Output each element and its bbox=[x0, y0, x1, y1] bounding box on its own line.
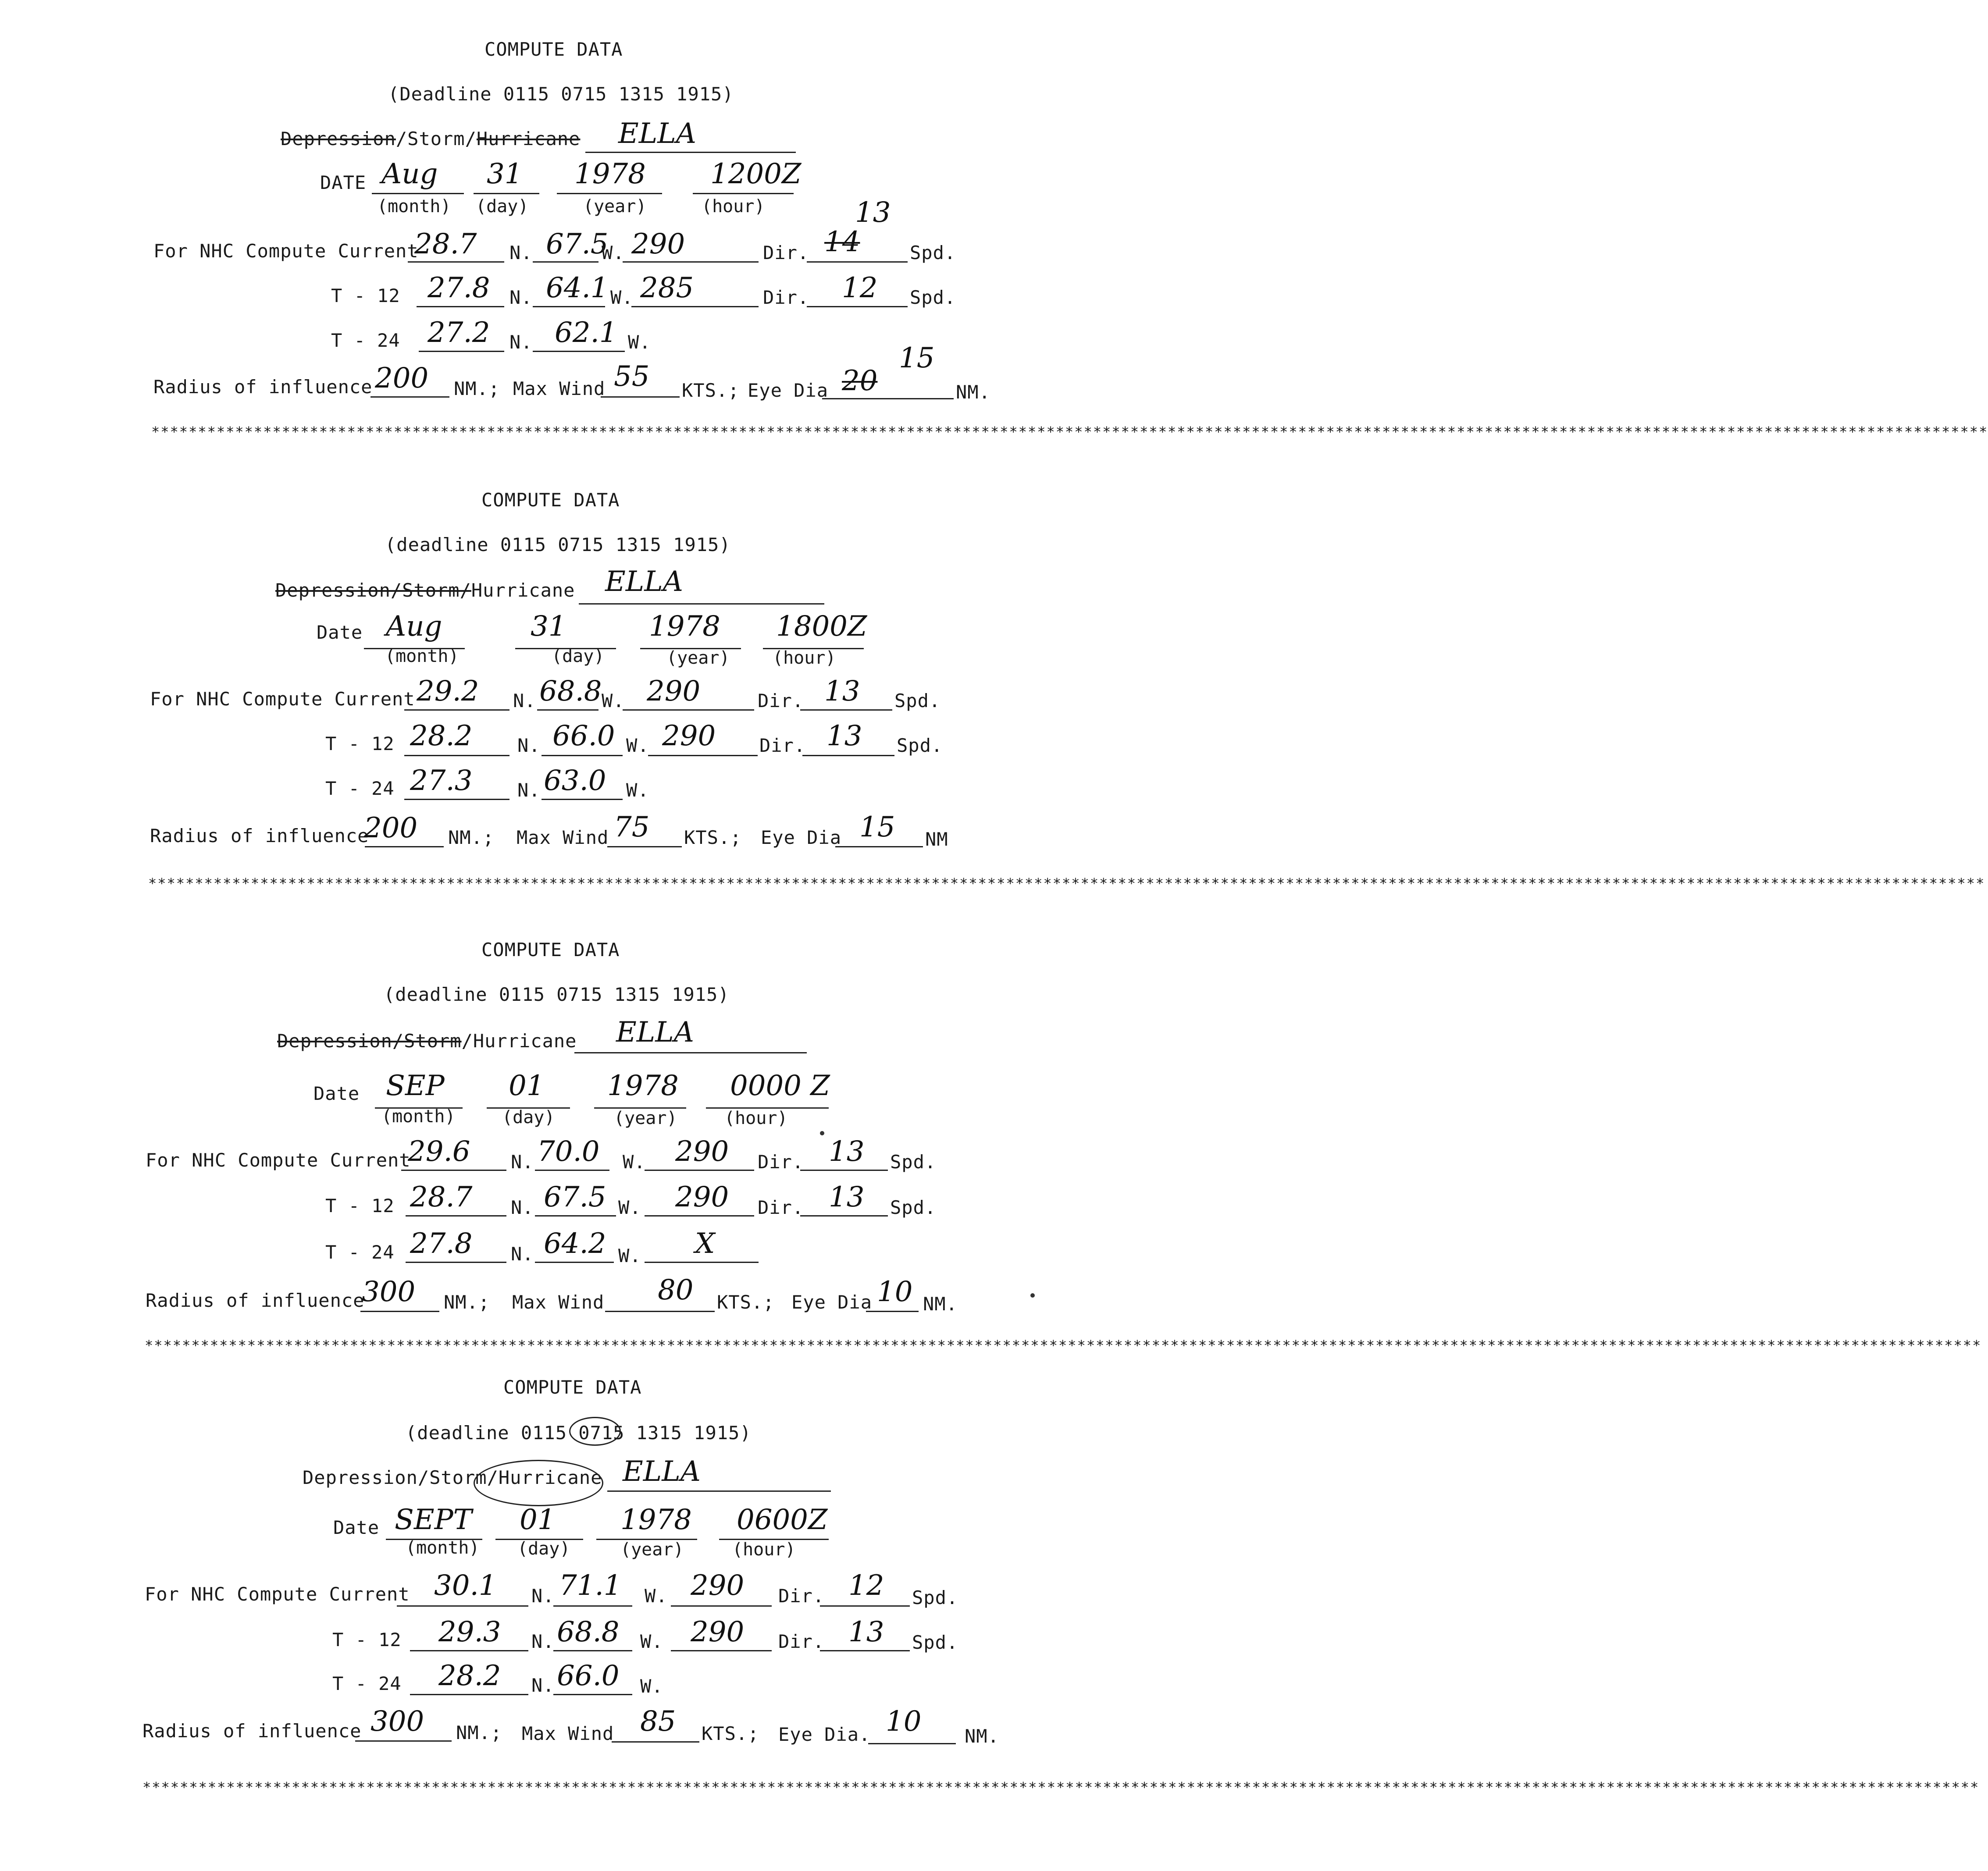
current-dir[interactable]: 290 bbox=[631, 228, 685, 260]
cur-lon-line bbox=[537, 709, 599, 711]
t12-dir[interactable]: 290 bbox=[662, 720, 716, 752]
max-wind-label: Max Wind bbox=[513, 378, 606, 399]
deadline-line: (deadline 0115 0715 1315 1915) bbox=[406, 1422, 752, 1444]
t12-lat[interactable]: 28.7 bbox=[410, 1181, 473, 1213]
hour-line bbox=[693, 193, 794, 194]
n-label: N. bbox=[509, 287, 533, 308]
separator: ***************************************************************************************************************************************************************************************************** bbox=[143, 1779, 1980, 1796]
max-wind-label: Max Wind bbox=[512, 1291, 605, 1313]
t24-lat[interactable]: 27.8 bbox=[410, 1227, 473, 1260]
day-caption: (day) bbox=[502, 1107, 555, 1128]
nm-label: NM.; bbox=[456, 1722, 502, 1743]
eye-value[interactable]: 15 bbox=[899, 342, 935, 374]
year-value[interactable]: 1978 bbox=[574, 158, 646, 190]
eye-dia-label: Eye Dia bbox=[791, 1291, 873, 1313]
t24-dir-line bbox=[645, 1262, 759, 1263]
n-label: N. bbox=[511, 1243, 534, 1265]
w-label: W. bbox=[645, 1585, 668, 1607]
w-label: W. bbox=[610, 287, 634, 308]
w-label: W. bbox=[640, 1631, 663, 1652]
t12-lat-line bbox=[410, 1650, 528, 1651]
storm-name[interactable]: ELLA bbox=[623, 1455, 701, 1488]
radius-value[interactable]: 200 bbox=[364, 812, 418, 844]
day-value[interactable]: 01 bbox=[520, 1504, 556, 1536]
t12-lon[interactable]: 66.0 bbox=[552, 720, 615, 752]
nm-label: NM. bbox=[923, 1293, 958, 1315]
form-title: COMPUTE DATA bbox=[485, 39, 623, 60]
current-label: For NHC Compute Current bbox=[146, 1149, 411, 1171]
storm-name-line bbox=[585, 152, 796, 153]
max-wind-value[interactable]: 55 bbox=[614, 360, 650, 393]
radius-label: Radius of influence bbox=[153, 376, 373, 398]
t12-dir[interactable]: 290 bbox=[675, 1181, 729, 1213]
hour-caption: (hour) bbox=[724, 1108, 788, 1128]
cur-spd-line bbox=[807, 261, 908, 263]
storm-name-line bbox=[579, 603, 824, 605]
eye-line bbox=[866, 1311, 919, 1312]
max-wind-line bbox=[601, 396, 680, 398]
deadline-line: (deadline 0115 0715 1315 1915) bbox=[385, 534, 731, 555]
current-label: For NHC Compute Current bbox=[145, 1583, 410, 1605]
hour-caption: (hour) bbox=[702, 196, 765, 217]
spd-label: Spd. bbox=[912, 1587, 958, 1608]
t12-dir[interactable]: 285 bbox=[640, 272, 694, 304]
t12-lon-line bbox=[542, 755, 623, 756]
nm-label: NM bbox=[925, 829, 948, 850]
month-caption: (month) bbox=[381, 1106, 456, 1127]
w-label: W. bbox=[602, 242, 625, 263]
current-dir[interactable]: 290 bbox=[647, 675, 701, 708]
t24-lon-line bbox=[533, 351, 625, 352]
separator: ***************************************************************************************************************************************************************************************************** bbox=[151, 423, 1988, 440]
cur-lon-line bbox=[553, 1605, 632, 1607]
hour-value[interactable]: 0000 Z bbox=[730, 1070, 830, 1102]
cur-lat-line bbox=[408, 261, 504, 263]
radius-line bbox=[355, 1740, 452, 1742]
eye-line bbox=[822, 398, 954, 399]
day-line bbox=[474, 193, 539, 194]
spd-label: Spd. bbox=[894, 690, 941, 711]
dir-label: Dir. bbox=[778, 1585, 825, 1607]
hour-caption: (hour) bbox=[732, 1540, 796, 1560]
t12-speed[interactable]: 13 bbox=[848, 1616, 884, 1648]
current-lon[interactable]: 70.0 bbox=[537, 1135, 600, 1168]
form-title: COMPUTE DATA bbox=[503, 1377, 642, 1398]
t12-label: T - 12 bbox=[332, 1629, 402, 1650]
date-label: Date bbox=[317, 622, 363, 643]
t24-label: T - 24 bbox=[325, 1241, 395, 1263]
n-label: N. bbox=[509, 242, 533, 263]
t12-spd-line bbox=[820, 1650, 910, 1651]
dir-label: Dir. bbox=[778, 1631, 825, 1652]
kts-label: KTS.; bbox=[684, 827, 742, 848]
storm-name[interactable]: ELLA bbox=[618, 117, 696, 150]
t24-lat-line bbox=[410, 1694, 528, 1695]
w-label: W. bbox=[623, 1151, 646, 1173]
eye-crossed: 20 bbox=[842, 365, 878, 397]
current-dir[interactable]: 290 bbox=[675, 1135, 729, 1168]
t12-lon[interactable]: 67.5 bbox=[544, 1181, 606, 1213]
t24-lon[interactable]: 64.2 bbox=[544, 1227, 606, 1260]
t24-lat-line bbox=[404, 799, 509, 800]
t12-spd-line bbox=[802, 755, 894, 756]
hour-value[interactable]: 1200Z bbox=[710, 158, 802, 190]
t12-dir[interactable]: 290 bbox=[691, 1616, 745, 1648]
t12-lat[interactable]: 28.2 bbox=[410, 720, 473, 752]
radius-label: Radius of influence bbox=[150, 825, 369, 847]
radius-line bbox=[371, 396, 449, 398]
date-label: Date bbox=[314, 1083, 360, 1104]
separator: ***************************************************************************************************************************************************************************************************** bbox=[148, 875, 1985, 892]
storm-name-line bbox=[607, 1490, 831, 1492]
current-lat[interactable]: 30.1 bbox=[434, 1569, 497, 1602]
t12-dir-line bbox=[631, 306, 759, 307]
current-lon[interactable]: 71.1 bbox=[559, 1569, 622, 1602]
n-label: N. bbox=[511, 1151, 534, 1173]
current-speed-crossed: 14 bbox=[824, 226, 860, 258]
t12-speed[interactable]: 13 bbox=[827, 720, 862, 752]
nm-label: NM. bbox=[956, 381, 990, 403]
cur-lon-line bbox=[533, 261, 599, 263]
month-value[interactable]: SEPT bbox=[395, 1504, 472, 1536]
year-value[interactable]: 1978 bbox=[607, 1070, 679, 1102]
radius-line bbox=[365, 846, 444, 847]
t24-label: T - 24 bbox=[331, 330, 400, 351]
month-value[interactable]: Aug bbox=[386, 610, 442, 643]
max-wind-label: Max Wind bbox=[522, 1723, 614, 1744]
scan-speck bbox=[820, 1131, 824, 1135]
t24-lat[interactable]: 27.3 bbox=[410, 765, 473, 797]
nm-label: NM.; bbox=[444, 1291, 490, 1313]
nm-label: NM. bbox=[965, 1725, 999, 1747]
t24-lat[interactable]: 28.2 bbox=[438, 1660, 501, 1692]
max-wind-line bbox=[607, 846, 682, 847]
current-lat[interactable]: 29.6 bbox=[408, 1135, 470, 1168]
t12-dir-line bbox=[648, 755, 758, 756]
t24-lon[interactable]: 63.0 bbox=[544, 765, 606, 797]
current-lat[interactable]: 28.7 bbox=[414, 228, 477, 260]
cur-spd-line bbox=[800, 1170, 888, 1171]
t12-spd-line bbox=[800, 1215, 888, 1217]
month-caption: (month) bbox=[385, 646, 459, 666]
eye-dia-label: Eye Dia. bbox=[778, 1724, 871, 1745]
t12-dir-line bbox=[645, 1215, 754, 1217]
eye-value[interactable]: 10 bbox=[877, 1276, 913, 1308]
t24-lon-line bbox=[553, 1694, 632, 1695]
hurricane-circle bbox=[474, 1460, 603, 1506]
t12-label: T - 12 bbox=[325, 733, 395, 754]
n-label: N. bbox=[517, 779, 541, 801]
n-label: N. bbox=[513, 690, 536, 711]
max-wind-value[interactable]: 85 bbox=[640, 1705, 676, 1738]
month-line bbox=[372, 193, 464, 194]
year-caption: (year) bbox=[666, 648, 730, 668]
spd-label: Spd. bbox=[912, 1632, 958, 1653]
t24-lat[interactable]: 27.2 bbox=[428, 317, 490, 349]
dir-label: Dir. bbox=[758, 690, 804, 711]
deadline-circle bbox=[569, 1417, 621, 1446]
radius-value[interactable]: 300 bbox=[371, 1705, 424, 1738]
current-speed[interactable]: 12 bbox=[848, 1569, 884, 1602]
cur-spd-line bbox=[820, 1605, 910, 1607]
n-label: N. bbox=[511, 1197, 534, 1218]
cur-dir-line bbox=[623, 261, 759, 263]
t12-lon[interactable]: 68.8 bbox=[557, 1616, 620, 1648]
eye-line bbox=[835, 846, 923, 847]
year-caption: (year) bbox=[614, 1108, 677, 1128]
dir-label: Dir. bbox=[763, 242, 809, 263]
spd-label: Spd. bbox=[897, 735, 943, 756]
date-label: DATE bbox=[320, 172, 367, 193]
storm-type-label: Depression/Storm/Hurricane bbox=[275, 580, 575, 601]
spd-label: Spd. bbox=[890, 1151, 937, 1173]
t24-lat-line bbox=[419, 351, 504, 352]
cur-spd-line bbox=[800, 709, 892, 711]
day-caption: (day) bbox=[517, 1539, 570, 1559]
year-caption: (year) bbox=[583, 196, 647, 217]
max-wind-value[interactable]: 80 bbox=[658, 1274, 694, 1306]
date-label: Date bbox=[333, 1517, 380, 1538]
deadline-line: (deadline 0115 0715 1315 1915) bbox=[384, 984, 730, 1005]
n-label: N. bbox=[531, 1585, 555, 1607]
t12-lat-line bbox=[404, 755, 509, 756]
t12-speed[interactable]: 12 bbox=[842, 272, 878, 304]
cur-lon-line bbox=[535, 1170, 609, 1171]
nm-label: NM.; bbox=[454, 378, 500, 399]
month-caption: (month) bbox=[377, 196, 451, 217]
max-wind-line bbox=[612, 1741, 699, 1743]
t12-spd-line bbox=[807, 306, 908, 307]
t12-lon-line bbox=[533, 306, 605, 307]
current-lat[interactable]: 29.2 bbox=[417, 675, 479, 708]
spd-label: Spd. bbox=[910, 287, 956, 308]
w-label: W. bbox=[618, 1245, 641, 1266]
storm-type-label: Depression/Storm/Hurricane bbox=[277, 1030, 577, 1052]
storm-name-line bbox=[574, 1052, 807, 1053]
radius-value[interactable]: 200 bbox=[375, 362, 429, 395]
storm-type-label: Depression/Storm/Hurricane bbox=[303, 1467, 602, 1488]
dir-label: Dir. bbox=[758, 1151, 804, 1173]
month-value[interactable]: Aug bbox=[381, 158, 438, 190]
cur-dir-line bbox=[645, 1170, 754, 1171]
t12-lon-line bbox=[553, 1650, 632, 1651]
kts-label: KTS.; bbox=[702, 1723, 759, 1744]
year-value[interactable]: 1978 bbox=[620, 1504, 692, 1536]
cur-dir-line bbox=[671, 1605, 772, 1607]
hour-value[interactable]: 1800Z bbox=[776, 610, 867, 643]
form-title: COMPUTE DATA bbox=[481, 489, 620, 511]
year-line bbox=[557, 193, 662, 194]
w-label: W. bbox=[626, 779, 649, 801]
dir-label: Dir. bbox=[759, 735, 806, 756]
current-label: For NHC Compute Current bbox=[153, 240, 419, 262]
eye-line bbox=[868, 1743, 956, 1744]
t12-dir-line bbox=[671, 1650, 772, 1651]
current-speed-value[interactable]: 13 bbox=[855, 196, 891, 229]
eye-value[interactable]: 10 bbox=[886, 1705, 922, 1738]
year-caption: (year) bbox=[620, 1540, 684, 1560]
radius-label: Radius of influence bbox=[146, 1290, 365, 1311]
form-title: COMPUTE DATA bbox=[481, 939, 620, 960]
nm-label: NM.; bbox=[448, 827, 495, 848]
hour-value[interactable]: 0600Z bbox=[737, 1504, 828, 1536]
max-wind-value[interactable]: 75 bbox=[614, 811, 650, 843]
current-speed[interactable]: 13 bbox=[824, 675, 860, 708]
t24-lon[interactable]: 66.0 bbox=[557, 1660, 620, 1692]
w-label: W. bbox=[602, 690, 625, 711]
t24-lon-line bbox=[542, 799, 623, 800]
year-value[interactable]: 1978 bbox=[649, 610, 720, 643]
current-lon[interactable]: 68.8 bbox=[539, 675, 602, 708]
hour-caption: (hour) bbox=[773, 648, 836, 668]
storm-type-label: Depression/Storm/Hurricane bbox=[281, 128, 581, 149]
current-dir[interactable]: 290 bbox=[691, 1569, 745, 1602]
current-label: For NHC Compute Current bbox=[150, 688, 415, 710]
radius-value[interactable]: 300 bbox=[362, 1276, 416, 1308]
eye-dia-label: Eye Dia bbox=[748, 380, 829, 401]
n-label: N. bbox=[509, 331, 533, 353]
scan-speck bbox=[1030, 1293, 1035, 1298]
current-lon[interactable]: 67.5 bbox=[546, 228, 609, 260]
t24-lat-line bbox=[406, 1262, 506, 1263]
max-wind-line bbox=[605, 1311, 715, 1312]
cur-lat-line bbox=[401, 1170, 506, 1171]
day-value[interactable]: 31 bbox=[487, 158, 523, 190]
separator: ***************************************************************************************************************************************************************************************************** bbox=[145, 1337, 1982, 1354]
t12-label: T - 12 bbox=[325, 1195, 395, 1217]
kts-label: KTS.; bbox=[682, 380, 740, 401]
t24-mark: X bbox=[695, 1227, 715, 1260]
t12-lon[interactable]: 64.1 bbox=[546, 272, 609, 304]
t12-lat[interactable]: 29.3 bbox=[438, 1616, 501, 1648]
t24-label: T - 24 bbox=[325, 778, 395, 799]
dir-label: Dir. bbox=[758, 1197, 804, 1218]
t24-lon[interactable]: 62.1 bbox=[555, 317, 617, 349]
w-label: W. bbox=[628, 331, 651, 353]
t24-label: T - 24 bbox=[332, 1673, 402, 1694]
n-label: N. bbox=[517, 735, 541, 756]
t24-lon-line bbox=[535, 1262, 614, 1263]
t12-lat[interactable]: 27.8 bbox=[428, 272, 490, 304]
w-label: W. bbox=[626, 735, 649, 756]
t12-speed[interactable]: 13 bbox=[829, 1181, 865, 1213]
eye-value[interactable]: 15 bbox=[859, 811, 895, 843]
day-caption: (day) bbox=[552, 646, 605, 666]
w-label: W. bbox=[618, 1197, 641, 1218]
t12-lon-line bbox=[535, 1215, 616, 1217]
t12-lat-line bbox=[417, 306, 504, 307]
storm-name[interactable]: ELLA bbox=[616, 1016, 694, 1049]
max-wind-label: Max Wind bbox=[517, 827, 609, 848]
current-speed[interactable]: 13 bbox=[829, 1135, 865, 1168]
day-caption: (day) bbox=[476, 196, 529, 217]
n-label: N. bbox=[531, 1675, 555, 1696]
day-value[interactable]: 31 bbox=[531, 610, 566, 643]
kts-label: KTS.; bbox=[717, 1291, 775, 1313]
cur-lat-line bbox=[404, 709, 509, 711]
t12-lat-line bbox=[406, 1215, 506, 1217]
month-caption: (month) bbox=[406, 1538, 480, 1558]
radius-label: Radius of influence bbox=[143, 1720, 362, 1742]
storm-name[interactable]: ELLA bbox=[605, 566, 683, 598]
n-label: N. bbox=[531, 1631, 555, 1652]
cur-lat-line bbox=[397, 1605, 528, 1607]
w-label: W. bbox=[640, 1675, 663, 1697]
spd-label: Spd. bbox=[910, 242, 956, 263]
t12-label: T - 12 bbox=[331, 285, 400, 306]
deadline-line: (Deadline 0115 0715 1315 1915) bbox=[388, 83, 734, 105]
eye-dia-label: Eye Dia bbox=[761, 827, 842, 848]
day-value[interactable]: 01 bbox=[509, 1070, 545, 1102]
month-value[interactable]: SEP bbox=[386, 1070, 445, 1102]
radius-line bbox=[360, 1311, 439, 1312]
dir-label: Dir. bbox=[763, 287, 809, 308]
cur-dir-line bbox=[623, 709, 754, 711]
spd-label: Spd. bbox=[890, 1197, 937, 1218]
